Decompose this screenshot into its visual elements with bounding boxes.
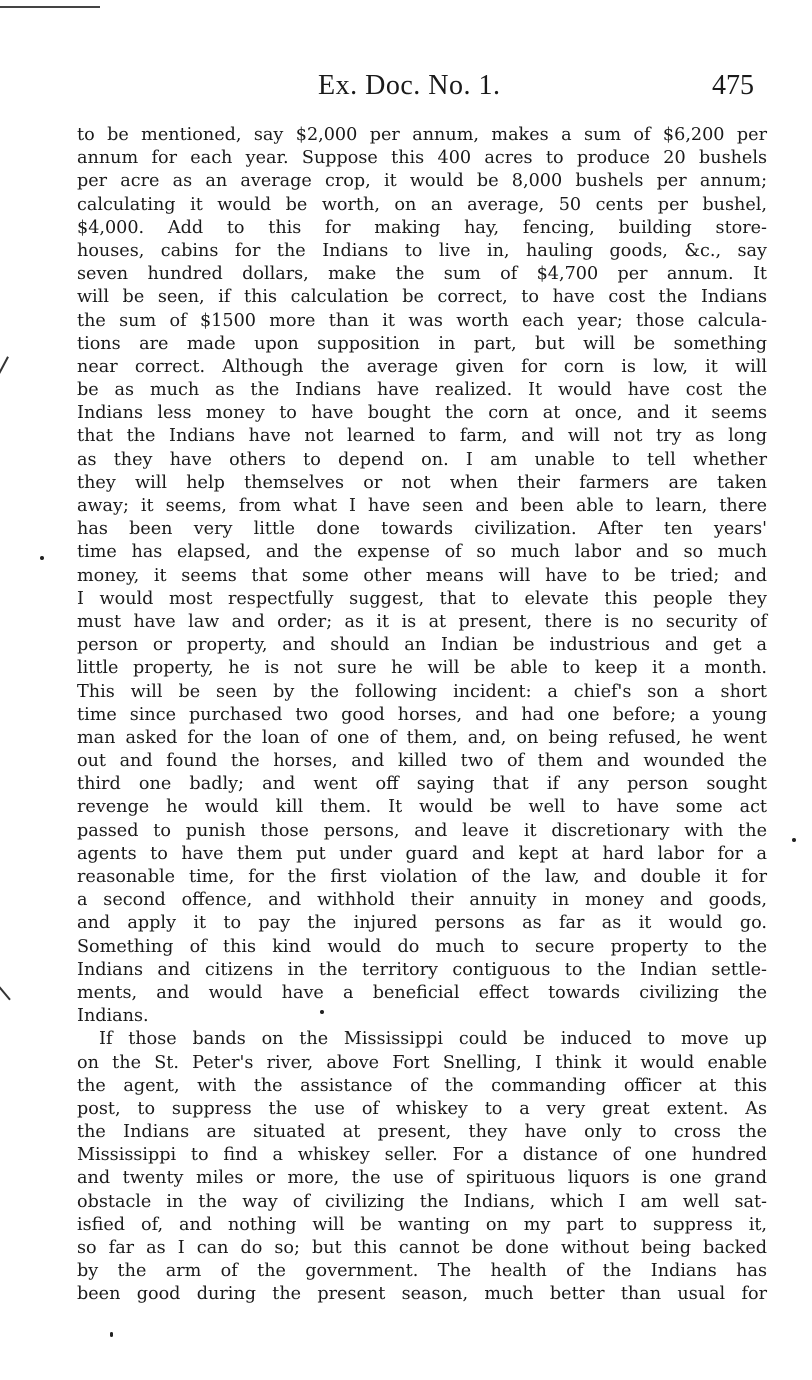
text-line: will be seen, if this calculation be correct, to have cost the Indians [77,287,767,308]
text-line: houses, cabins for the Indians to live in, hauling goods, &c., say [77,240,767,261]
text-line: If those bands on the Mississippi could be induced to move up [99,1029,767,1050]
text-line: Indians. [77,1006,149,1027]
body-text [77,124,767,1307]
text-line: near correct. Although the average given for corn is low, it will [77,356,767,377]
text-line: per acre as an average crop, it would be 8,000 bushels per annum; [77,171,767,192]
text-line: on the St. Peter's river, above Fort Snelling, I think it would enable [77,1052,767,1073]
text-line: must have law and order; as it is at present, there is no security of [77,611,767,632]
text-line: reasonable time, for the first violation of the law, and double it for [77,867,767,887]
text-line: annum for each year. Suppose this 400 acres to produce 20 bushels [77,148,767,169]
text-line: post, to suppress the use of whiskey to a very great extent. As [77,1098,767,1119]
text-line: man asked for the loan of one of them, and, on being refused, he went [77,727,767,748]
text-line: they will help themselves or not when their farmers are taken [77,472,767,493]
text-line: the sum of $1500 more than it was worth each year; those calcula- [77,310,767,331]
text-line: be as much as the Indians have realized. It would have cost the [77,380,767,401]
text-line: time since purchased two good horses, and had one before; a young [77,704,767,725]
document-title: Ex. Doc. No. 1. [318,70,501,101]
text-line: Something of this kind would do much to secure property to the [77,936,767,957]
text-line: tions are made upon supposition in part, but will be something [77,333,767,354]
text-line: and twenty miles or more, the use of spirituous liquors is one grand [77,1168,767,1189]
margin-tick-mark [0,356,9,383]
text-line: out and found the horses, and killed two of them and wounded the [77,751,767,772]
text-line: revenge he would kill them. It would be well to have some act [77,797,767,818]
text-line: Indians and citizens in the territory contiguous to the Indian settle- [77,959,767,980]
text-line: time has elapsed, and the expense of so much labor and so much [77,542,767,563]
text-line: seven hundred dollars, make the sum of $4,700 per annum. It [77,264,767,285]
text-line: that the Indians have not learned to farm, and will not try as long [77,426,767,447]
text-line: ments, and would have a beneficial effect towards civilizing the [77,982,767,1003]
text-line: obstacle in the way of civilizing the Indians, which I am well sat- [77,1191,767,1212]
margin-dot-mark [792,838,796,842]
text-line: agents to have them put under guard and kept at hard labor for a [77,843,767,864]
text-line: as they have others to depend on. I am unable to tell whether [77,449,767,470]
text-line: This will be seen by the following incident: a chief's son a short [77,681,767,702]
text-line: a second offence, and withhold their annuity in money and goods, [77,890,767,911]
text-line: the Indians are situated at present, they have only to cross the [77,1122,767,1143]
text-line: to be mentioned, say $2,000 per annum, makes a sum of $6,200 per [77,125,767,145]
text-line: so far as I can do so; but this cannot be done without being backed [77,1238,767,1258]
text-line: Mississippi to find a whiskey seller. For a distance of one hundred [77,1145,767,1166]
margin-dot-mark [320,1010,324,1014]
text-line: calculating it would be worth, on an average, 50 cents per bushel, [77,194,767,215]
text-line: money, it seems that some other means will have to be tried; and [77,565,767,586]
text-line: and apply it to pay the injured persons as far as it would go. [77,913,767,934]
text-line: Indians less money to have bought the corn at once, and it seems [77,403,767,424]
margin-dot-mark [40,556,44,560]
page-header [0,70,812,110]
margin-tick-mark [0,978,11,1001]
text-line: away; it seems, from what I have seen and been able to learn, there [77,496,767,516]
text-line: third one badly; and went off saying that if any person sought [77,774,767,795]
text-line: little property, he is not sure he will be able to keep it a month. [77,658,767,679]
text-line: the agent, with the assistance of the commanding officer at this [77,1075,767,1096]
text-line: person or property, and should an Indian be industrious and get a [77,635,767,656]
text-line: has been very little done towards civilization. After ten years' [77,519,767,540]
text-line: I would most respectfully suggest, that to elevate this people they [77,588,767,609]
margin-dot-mark [110,1332,113,1337]
text-line: passed to punish those persons, and leave it discretionary with the [77,820,767,841]
text-line: by the arm of the government. The health of the Indians has [77,1261,767,1282]
text-line: been good during the present season, much better than usual for [77,1284,767,1305]
text-line: isfied of, and nothing will be wanting on my part to suppress it, [77,1214,767,1235]
text-line: $4,000. Add to this for making hay, fencing, building store- [77,217,767,238]
page-number: 475 [712,70,754,101]
top-edge-rule [0,6,100,8]
